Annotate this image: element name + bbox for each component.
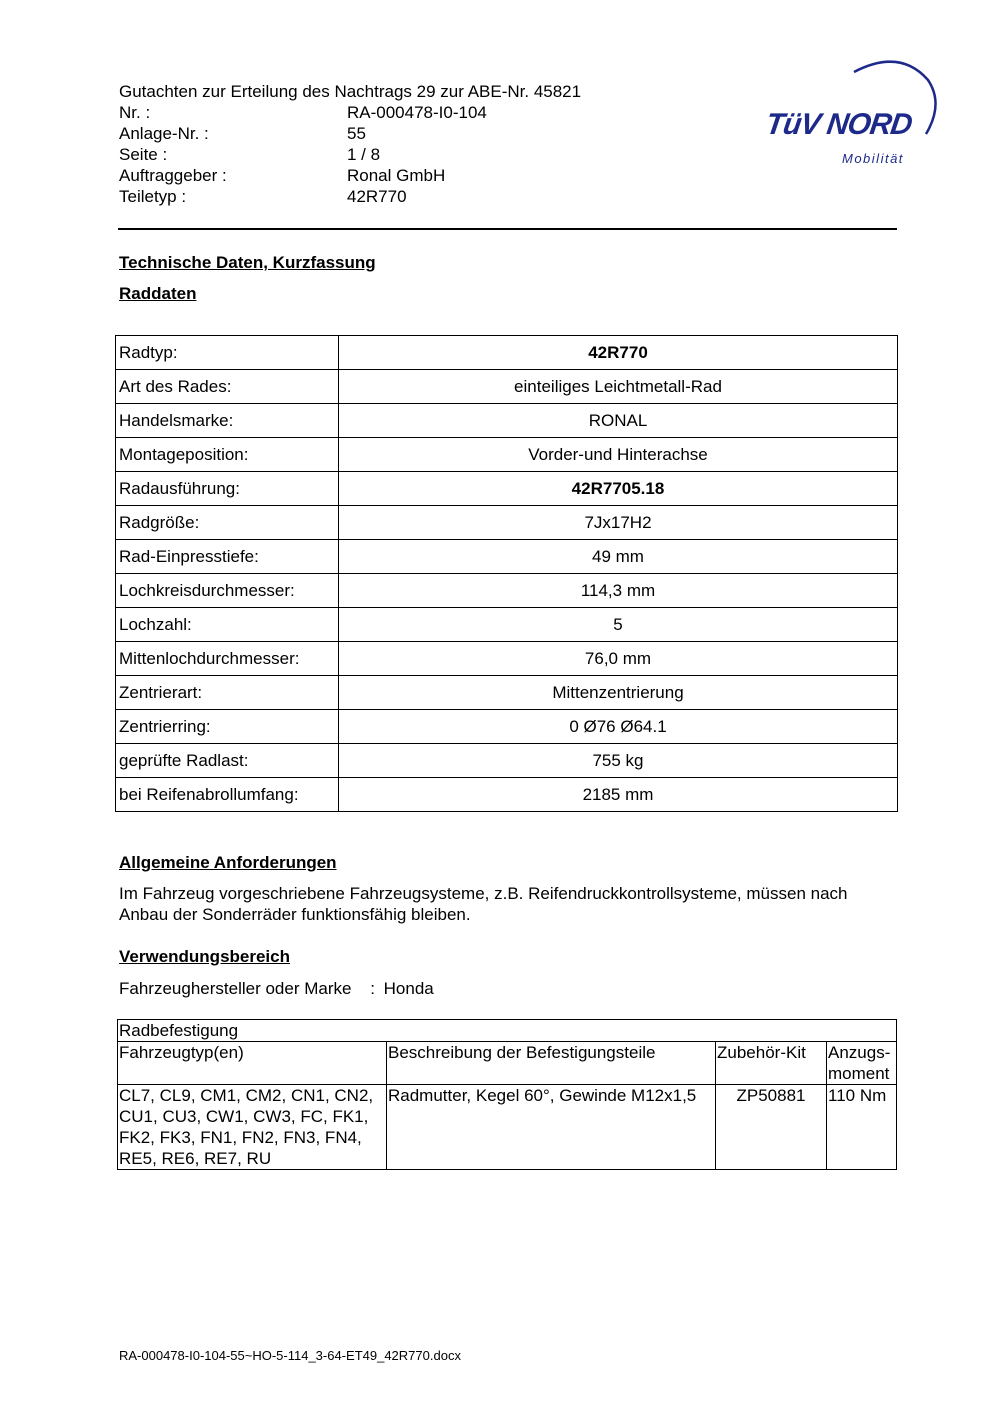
header-label-teiletyp: Teiletyp : — [119, 187, 187, 206]
raddaten-label: Lochkreisdurchmesser: — [116, 574, 339, 608]
section-usage: Verwendungsbereich — [119, 947, 290, 966]
bef-types: CL7, CL9, CM1, CM2, CN1, CN2, CU1, CU3, CW1, CW3, FC, FK1, FK2, FK3, FN1, FN2, FN3, FN4, RE5, RE6, RE7, RU — [118, 1085, 387, 1170]
manufacturer-line — [119, 978, 434, 999]
raddaten-row — [116, 744, 898, 778]
raddaten-label: Radausführung: — [116, 472, 339, 506]
raddaten-table — [115, 335, 898, 812]
report-title: Gutachten zur Erteilung des Nachtrags 29 zur ABE-Nr. 45821 — [119, 82, 582, 101]
raddaten-row — [116, 778, 898, 812]
header-label-auftraggeber: Auftraggeber : — [119, 166, 227, 185]
bef-header-types: Fahrzeugtyp(en) — [118, 1042, 387, 1085]
raddaten-row — [116, 438, 898, 472]
bef-description: Radmutter, Kegel 60°, Gewinde M12x1,5 — [387, 1085, 716, 1170]
header-label-anlage: Anlage-Nr. : — [119, 124, 209, 143]
section-technical: Technische Daten, Kurzfassung — [119, 253, 376, 272]
raddaten-row — [116, 506, 898, 540]
raddaten-value: einteiliges Leichtmetall-Rad — [339, 370, 898, 404]
raddaten-row — [116, 404, 898, 438]
tuv-nord-logo: TüV NORD — [763, 108, 914, 141]
bef-header-torque-line2: moment — [828, 1064, 890, 1083]
raddaten-row — [116, 336, 898, 370]
raddaten-label: Zentrierring: — [116, 710, 339, 744]
raddaten-label: Handelsmarke: — [116, 404, 339, 438]
bef-header-kit: Zubehör-Kit — [716, 1042, 827, 1085]
raddaten-value: 42R770 — [339, 336, 898, 370]
manufacturer-separator: : — [370, 979, 375, 998]
raddaten-value: Vorder-und Hinterachse — [339, 438, 898, 472]
raddaten-value: 7Jx17H2 — [339, 506, 898, 540]
raddaten-row — [116, 642, 898, 676]
raddaten-row — [116, 472, 898, 506]
raddaten-label: bei Reifenabrollumfang: — [116, 778, 339, 812]
raddaten-row — [116, 370, 898, 404]
general-text: Im Fahrzeug vorgeschriebene Fahrzeugsysteme, z.B. Reifendruckkontrollsysteme, müssen nach Anbau der Sonderräder funktionsfähig bleiben. — [119, 884, 848, 924]
header-value-seite: 1 / 8 — [347, 145, 381, 164]
raddaten-label: Art des Rades: — [116, 370, 339, 404]
raddaten-value: 755 kg — [339, 744, 898, 778]
bef-kit: ZP50881 — [716, 1085, 827, 1170]
befestigung-table — [117, 1019, 897, 1170]
bef-torque: 110 Nm — [827, 1085, 897, 1170]
raddaten-label: Mittenlochdurchmesser: — [116, 642, 339, 676]
raddaten-label: Radtyp: — [116, 336, 339, 370]
raddaten-row — [116, 574, 898, 608]
raddaten-label: Zentrierart: — [116, 676, 339, 710]
header-divider — [118, 228, 897, 230]
bef-header-torque — [827, 1042, 897, 1085]
logo-subtitle: Mobilität — [842, 151, 904, 166]
raddaten-row — [116, 710, 898, 744]
raddaten-value: 76,0 mm — [339, 642, 898, 676]
raddaten-row — [116, 608, 898, 642]
raddaten-value: 0 Ø76 Ø64.1 — [339, 710, 898, 744]
bef-header-description: Beschreibung der Befestigungsteile — [387, 1042, 716, 1085]
raddaten-label: Montageposition: — [116, 438, 339, 472]
section-raddaten: Raddaten — [119, 284, 197, 303]
raddaten-label: geprüfte Radlast: — [116, 744, 339, 778]
raddaten-value: 2185 mm — [339, 778, 898, 812]
header-value-auftraggeber: Ronal GmbH — [347, 166, 446, 185]
footer-filename: RA-000478-I0-104-55~HO-5-114_3-64-ET49_42R770.docx — [119, 1348, 461, 1363]
section-general: Allgemeine Anforderungen — [119, 853, 337, 872]
header-label-seite: Seite : — [119, 145, 168, 164]
raddaten-value: 49 mm — [339, 540, 898, 574]
raddaten-label: Lochzahl: — [116, 608, 339, 642]
befestigung-title: Radbefestigung — [118, 1020, 897, 1042]
manufacturer-value: Honda — [383, 979, 434, 998]
raddaten-value: 114,3 mm — [339, 574, 898, 608]
header-label-nr: Nr. : — [119, 103, 151, 122]
raddaten-row — [116, 540, 898, 574]
bef-header-torque-line1: Anzugs- — [828, 1043, 891, 1062]
raddaten-value: Mittenzentrierung — [339, 676, 898, 710]
raddaten-label: Radgröße: — [116, 506, 339, 540]
header-value-teiletyp: 42R770 — [347, 187, 407, 206]
raddaten-value: 42R7705.18 — [339, 472, 898, 506]
manufacturer-label: Fahrzeughersteller oder Marke — [119, 979, 352, 998]
raddaten-value: RONAL — [339, 404, 898, 438]
header-value-anlage: 55 — [347, 124, 366, 143]
raddaten-row — [116, 676, 898, 710]
raddaten-value: 5 — [339, 608, 898, 642]
header-value-nr: RA-000478-I0-104 — [347, 103, 487, 122]
raddaten-label: Rad-Einpresstiefe: — [116, 540, 339, 574]
